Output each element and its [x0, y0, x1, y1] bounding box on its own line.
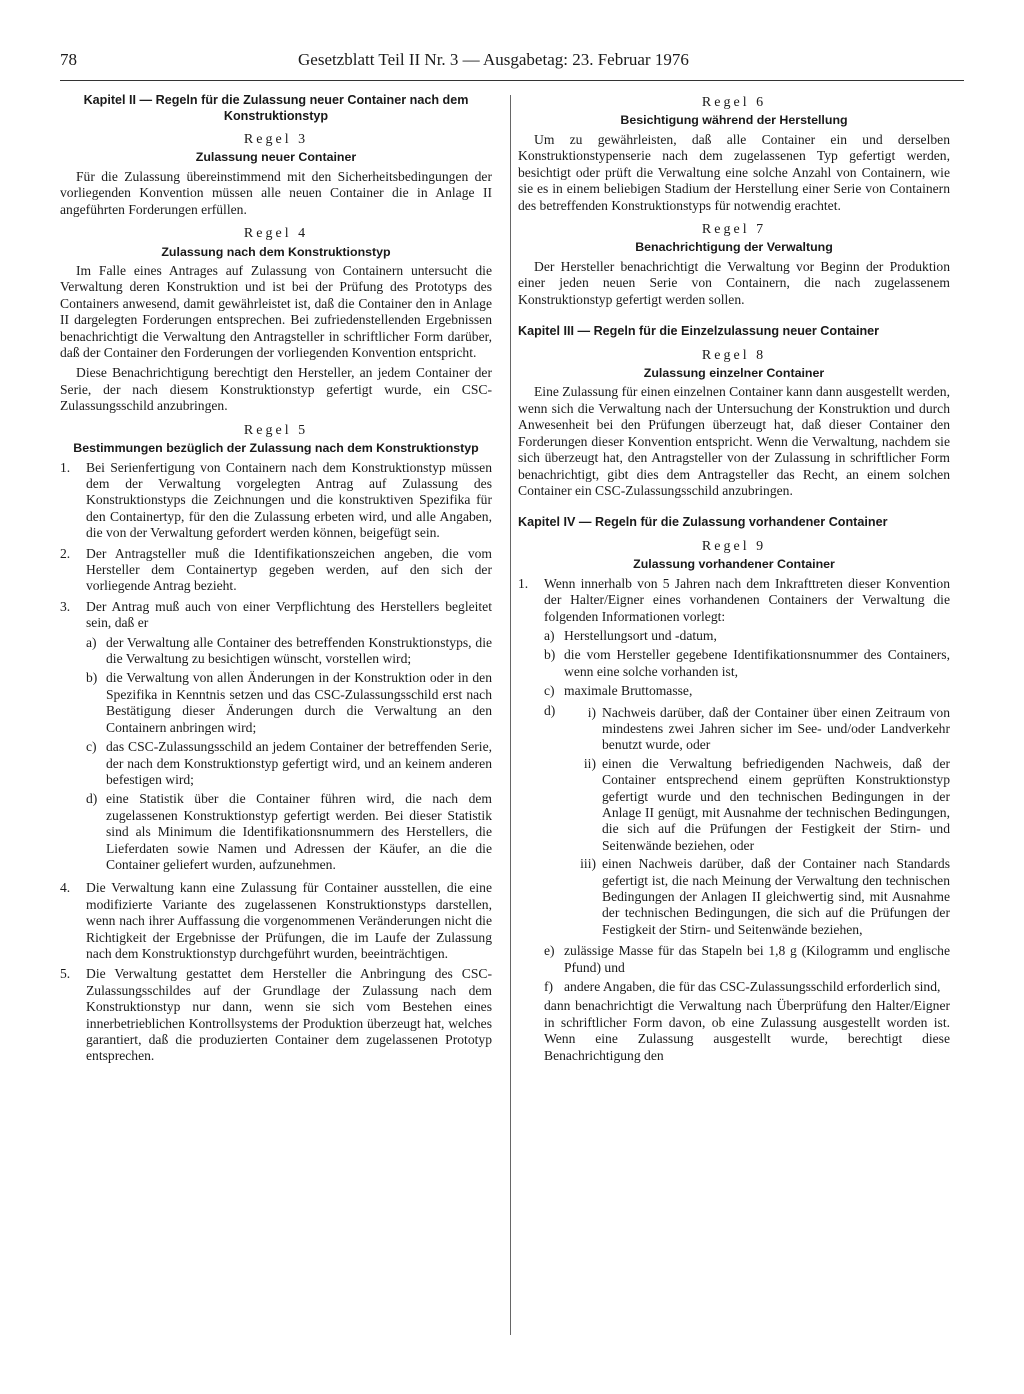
item-text: Die Verwaltung kann eine Zulassung für Container ausstellen, die eine modifizierte Variante des zugelassenen Konstruktionstyps darstellen, wenn nach ihrer Auffassung die vorgenommenen Veränderungen nicht die Richtigkeit der Ergebnisse der Prüfungen, die im Laufe der Zulassung nach dem Konstruktionstyp durchgeführt wurden, beeinträchtigen. [86, 880, 492, 961]
sub-text: das CSC-Zulassungsschild an jedem Container der betreffenden Serie, der nach dem Konstruktionstyp gefertigt wird, und an keinem anderen befestigen wird; [106, 739, 492, 787]
item-number: 2. [60, 545, 71, 561]
sub-text: zulässige Masse für das Stapeln bei 1,8 g (Kilogramm und englische Pfund) und [564, 943, 950, 975]
sub-item [86, 635, 492, 668]
list-item [60, 599, 492, 877]
item-number: 1. [60, 459, 71, 475]
list-item [60, 546, 492, 595]
item-text: dann benachrichtigt die Verwaltung nach Überprüfung den Halter/Eigner in schriftlicher Form davon, ob eine Zulassung ausgestellt worden ist. Wenn eine Zulassung ausgestellt wurde, berechtigt diese Benachrichtigung den [544, 998, 950, 1063]
subsub-item [564, 705, 950, 754]
item-number: 1. [518, 575, 529, 591]
sub-text: die vom Hersteller gegebene Identifikationsnummer des Containers, wenn eine solche vorhanden ist, [564, 647, 950, 679]
paragraph: Im Falle eines Antrages auf Zulassung von Containern untersucht die Verwaltung deren Konstruktion und ist bei der Prüfung des Prototyps des Containers anwesend, damit gewährleistet ist, daß die Container den in Anlage II dargelegten Forderungen entsprechen. Bei zufriedenstellenden Ergebnissen benachrichtigt die Verwaltung den Antragsteller in schriftlicher Form darüber, daß der Container den Forderungen der vorliegenden Konvention entspricht. [60, 263, 492, 361]
item-number: 3. [60, 598, 71, 614]
item-text: Der Antrag muß auch von einer Verpflichtung des Herstellers begleitet sein, daß er [86, 598, 492, 631]
list-item [60, 966, 492, 1064]
sub-item [544, 943, 950, 976]
header-rule [60, 80, 964, 81]
rule-label: Regel 9 [701, 538, 767, 554]
subsub-text: einen Nachweis darüber, daß der Container nach Standards gefertigt ist, die nach Meinung der Verwaltung den technischen Bedingungen der Anlagen II gleichwertig sind, mit Ausnahme der technischen Bedingungen, die sich auf die Prüfungen der Festigkeit der Stirn- und Seitenwände beziehen, [602, 856, 950, 937]
sub-text: die Verwaltung von allen Änderungen in der Konstruktion oder in den Spezifika in Kenntnis setzen und das CSC-Zulassungsschild erst nach Bestätigung dieser Änderungen durch die Verwaltung an den Containern anbringen wird; [106, 670, 492, 735]
chapter-heading: Kapitel II — Regeln für die Zulassung neuer Container nach dem Konstruktionstyp [83, 93, 469, 123]
rule-title: Zulassung nach dem Konstruktionstyp [161, 244, 391, 259]
sub-label: b) [544, 647, 556, 663]
sub-item [86, 791, 492, 873]
sub-label: d) [544, 702, 556, 718]
right-column [518, 93, 950, 1068]
rule-label: Regel 5 [243, 422, 309, 438]
sub-label: a) [544, 627, 555, 643]
sub-item [544, 628, 950, 644]
subsub-item [564, 856, 950, 938]
rule-title: Besichtigung während der Herstellung [620, 113, 848, 128]
subsub-text: einen die Verwaltung befriedigenden Nachweis, daß der Container entsprechend einem geprüften Konstruktionstyp gefertigt wurde und den technischen Bedingungen in der Anlage II genügt, mit Ausnahme der technischen Bedingungen, die sich auf die Prüfungen der Festigkeit der Stirn- und Seitenwände beziehen, oder [602, 755, 950, 853]
rule-title: Bestimmungen bezüglich der Zulassung nach dem Konstruktionstyp [73, 441, 479, 456]
list-item [60, 880, 492, 962]
sub-text: der Verwaltung alle Container des betreffenden Konstruktionstyps, die die Verwaltung zu besichtigen wünscht, vorstellen wird; [106, 634, 492, 667]
page-number: 78 [60, 50, 77, 69]
sub-label: f) [544, 979, 554, 995]
sub-item [86, 670, 492, 736]
paragraph: Der Hersteller benachrichtigt die Verwaltung vor Beginn der Produktion einer jeden neuen Serie von Containern, die nach zugelassenem Konstruktionstyp gefertigt werden sollen. [518, 258, 950, 307]
sub-label: a) [86, 634, 97, 650]
item-text: Die Verwaltung gestattet dem Hersteller die Anbringung des CSC-Zulassungsschildes auf der Grundlage der Zulassung nach dem Konstruktionstyp nur dann, wenn sie sich vom Bestehen eines innerbetrieblichen Kontrollsystems der Produktion überzeugt hat, welches garantiert, daß die produzierten Container dem zugelassenen Prototyp entsprechen. [86, 966, 492, 1064]
sub-item [544, 703, 950, 941]
sub-item [544, 979, 950, 995]
sub-item [86, 739, 492, 788]
sub-text: eine Statistik über die Container führen wird, die nach dem zugelassenen Konstruktionstyp gefertigt werden. Bei dieser Statistik sind als Minimum die Identifikationsnummern des Herstellers, die Lieferdaten sowie Namen und Adressen der Käufer, an die die Container geliefert wurden, aufzunehmen. [106, 791, 492, 872]
paragraph: Eine Zulassung für einen einzelnen Container kann dann ausgestellt werden, wenn sich die Verwaltung nach der Untersuchung der Konstruktion und durch Anwesenheit bei den Prüfungen überzeugt hat, daß dieser Container den Forderungen dieser Konvention entspricht. Wenn die Verwaltung, nachdem sie sich überzeugt hat, den Antragsteller von der Zulassung in schriftlicher Form benachrichtigt, gibt dies dem Antragsteller das Recht, an einem solchen Container ein CSC-Zulassungsschild anzubringen. [518, 384, 950, 498]
sub-label: e) [544, 943, 555, 959]
item-text: Der Antragsteller muß die Identifikationszeichen angeben, die vom Hersteller dem Containertyp gegeben werden, auf den sich der vorliegende Antrag bezieht. [86, 545, 492, 594]
sub-text: maximale Bruttomasse, [564, 683, 693, 699]
rule-label: Regel 8 [701, 347, 767, 363]
rule-label: Regel 3 [243, 132, 309, 147]
sub-item [544, 683, 950, 699]
subsub-label: i) [587, 704, 596, 720]
subsub-label: iii) [580, 856, 596, 872]
rule-label: Regel 7 [701, 221, 767, 237]
sub-label: b) [86, 670, 98, 686]
sub-text: andere Angaben, die für das CSC-Zulassungsschild erforderlich sind, [564, 979, 941, 995]
subsub-label: ii) [583, 755, 596, 771]
rule-title: Zulassung vorhandener Container [633, 557, 835, 572]
item-number: 5. [60, 966, 71, 982]
rule-label: Regel 4 [243, 226, 309, 242]
left-column [60, 93, 492, 1069]
rule-title: Benachrichtigung der Verwaltung [635, 240, 833, 255]
item-text: Wenn innerhalb von 5 Jahren nach dem Inkrafttreten dieser Konvention der Halter/Eigner eines vorhandenen Containers der Verwaltung die folgenden Informationen vorlegt: [544, 575, 950, 624]
list-item [518, 576, 950, 1064]
paragraph: Diese Benachrichtigung berechtigt den Hersteller, an jedem Container der Serie, der nach diesem Konstruktionstyp gefertigt wurde, ein CSC-Zulassungsschild anzubringen. [60, 365, 492, 414]
sub-text: Herstellungsort und -datum, [564, 627, 717, 643]
column-divider [510, 95, 511, 1335]
sub-label: d) [86, 791, 98, 807]
sub-label: c) [86, 739, 97, 755]
subsub-text: Nachweis darüber, daß der Container über einen Zeitraum von mindestens zwei Jahren sicher im See- und/oder Landverkehr benutzt wurde, oder [602, 704, 950, 753]
sub-label: c) [544, 683, 555, 699]
item-number: 4. [60, 880, 71, 896]
chapter-heading: Kapitel IV — Regeln für die Zulassung vorhandener Container [518, 515, 888, 530]
header-title: Gesetzblatt Teil II Nr. 3 — Ausgabetag: 23. Februar 1976 [298, 50, 689, 69]
sub-item [544, 647, 950, 680]
item-text: Bei Serienfertigung von Containern nach dem Konstruktionstyp müssen dem der Verwaltung vorgelegten Antrag auf Zulassung des Konstruktionstyps die Zeichnungen und die konstruktiven Spezifika für den Containertyp, für den die Zulassung erbeten wird, und alle Angaben, die von der Verwaltung gefordert werden können, beigefügt sein. [86, 459, 492, 541]
subsub-item [564, 756, 950, 854]
rule-label: Regel 6 [701, 95, 767, 110]
page-header [60, 50, 964, 74]
rule-title: Zulassung einzelner Container [643, 365, 825, 380]
rule-title: Zulassung neuer Container [195, 150, 357, 165]
paragraph: Für die Zulassung übereinstimmend mit den Sicherheitsbedingungen der vorliegenden Konvention müssen alle neuen Container die in Anlage II angeführten Forderungen erfüllen. [60, 168, 492, 217]
list-item [60, 460, 492, 542]
paragraph: Um zu gewährleisten, daß alle Container ein und derselben Konstruktionstypenserie nach dem zugelassenen Typ gefertigt werden, besichtigt oder prüft die Verwaltung eine solche Anzahl von Containern, wie sie es in einem beliebigen Stadium der Herstellung einer Serie von Containern des betreffenden Konstruktionstyps für notwendig erachtet. [518, 131, 950, 213]
chapter-heading: Kapitel III — Regeln für die Einzelzulassung neuer Container [518, 324, 880, 339]
